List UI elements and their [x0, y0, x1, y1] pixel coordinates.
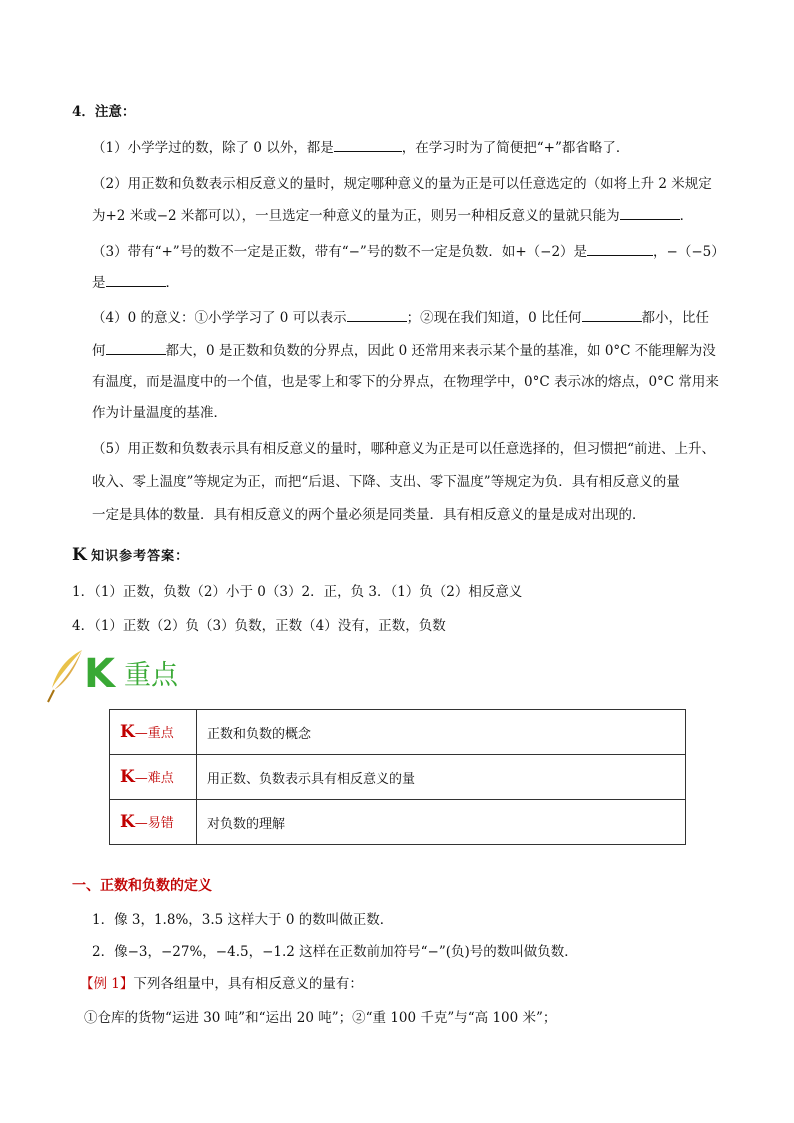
- note-item-4-line-4: 作为计量温度的基准．: [92, 405, 227, 421]
- key-point-label-text: —难点: [134, 771, 174, 786]
- answers-heading-text: 知识参考答案：: [91, 549, 190, 564]
- k-mark: K: [120, 722, 135, 742]
- key-point-label: [110, 800, 197, 845]
- note-item-2-text-a: 为+2 米或−2 米都可以），一旦选定一种意义的量为正，则另一种相反意义的量就只能为: [92, 208, 620, 224]
- note-item-4-line-1: [92, 307, 709, 328]
- note-item-2-line-2: [92, 205, 693, 226]
- note-item-4-text-b: ；②现在我们知道，0 比任何: [406, 310, 582, 326]
- answer-blank[interactable]: [334, 137, 402, 152]
- key-point-value: 用正数、负数表示具有相反意义的量: [197, 755, 686, 800]
- note-item-4-line-2: [92, 340, 716, 361]
- example-1: [80, 974, 363, 994]
- k-mark: K: [120, 812, 135, 832]
- note-item-4-text-a: （4）0 的意义：①小学学习了 0 可以表示: [92, 310, 347, 326]
- section-title: 一、正数和负数的定义: [72, 878, 212, 894]
- note-item-3-line-1: [92, 241, 725, 262]
- key-points-logo: [44, 648, 194, 704]
- note-item-2-line-1: （2）用正数和负数表示相反意义的量时，规定哪种意义的量为正是可以任意选定的（如将上升 2 米规定: [92, 176, 712, 192]
- note-item-5-line-2: 收入、零上温度”等规定为正，而把“后退、下降、支出、零下温度”等规定为负．具有相反意义的量: [92, 474, 680, 490]
- key-point-value: 正数和负数的概念: [197, 710, 686, 755]
- note-item-2-text-b: ．: [679, 208, 694, 224]
- answer-blank[interactable]: [106, 272, 166, 287]
- note-item-4-line-3: 有温度，而是温度中的一个值，也是零上和零下的分界点，在物理学中，0°C 表示冰的熔点，0°C 常用来: [92, 374, 719, 390]
- key-point-label: [110, 710, 197, 755]
- section-paragraph-1: 1．像 3，1.8%，3.5 这样大于 0 的数叫做正数．: [92, 912, 394, 928]
- note-item-4-text-d: 何: [92, 343, 106, 359]
- example-text: 下列各组量中，具有相反意义的量有：: [133, 976, 363, 992]
- table-row: [110, 755, 686, 800]
- note-item-3-text-c: 是: [92, 275, 106, 291]
- answers-heading: [72, 545, 189, 567]
- answer-blank[interactable]: [106, 340, 166, 355]
- key-point-label-text: —重点: [134, 726, 174, 741]
- answer-blank[interactable]: [582, 307, 642, 322]
- logo-k: K: [84, 651, 115, 697]
- k-mark: K: [120, 767, 135, 787]
- key-point-value: 对负数的理解: [197, 800, 686, 845]
- note-item-1: [92, 137, 629, 158]
- table-row: [110, 800, 686, 845]
- note-item-5-line-3: 一定是具体的数量．具有相反意义的两个量必须是同类量．具有相反意义的量是成对出现的．: [92, 507, 646, 523]
- note-item-5-line-1: （5）用正数和负数表示具有相反意义的量时，哪种意义为正是可以任意选择的，但习惯把“前进、上升、: [92, 441, 715, 457]
- answer-blank[interactable]: [620, 205, 680, 220]
- note-item-4-text-e: 都大，0 是正数和负数的分界点，因此 0 还常用来表示某个量的基准，如 0°C 不能理解为没: [165, 343, 716, 359]
- note-item-4-text-c: 都小，比任: [641, 310, 710, 326]
- key-points-table: [109, 709, 686, 845]
- note-item-3-text-d: ．: [165, 275, 179, 291]
- note-item-3-text-b: ，−（−5）: [653, 244, 725, 260]
- example-item: ①仓库的货物“运进 30 吨”和“运出 20 吨”；②“重 100 千克”与“高 100 米”；: [84, 1010, 557, 1026]
- table-row: [110, 710, 686, 755]
- note-item-1-text-a: （1）小学学过的数，除了 0 以外，都是: [92, 140, 334, 156]
- note-item-3-line-2: [92, 272, 179, 293]
- note-item-3-text-a: （3）带有“+”号的数不一定是正数，带有“−”号的数不一定是负数．如+（−2）是: [92, 244, 588, 260]
- answers-line-1: 1．（1）正数，负数（2）小于 0（3）2．正，负 3．（1）负（2）相反意义: [72, 584, 523, 600]
- example-tag: 【例 1】: [80, 976, 134, 992]
- section-paragraph-2: 2．像−3，−27%，−4.5，−1.2 这样在正数前加符号“−”(负)号的数叫做负数．: [92, 944, 578, 960]
- key-point-label: [110, 755, 197, 800]
- note-item-1-text-b: ，在学习时为了简便把“+”都省略了．: [401, 140, 630, 156]
- k-mark: K: [72, 545, 87, 565]
- answer-blank[interactable]: [347, 307, 407, 322]
- feather-quill-icon: [44, 648, 88, 704]
- logo-title: 重点: [124, 660, 178, 691]
- answer-blank[interactable]: [587, 241, 653, 256]
- note-heading: 4．注意：: [72, 104, 136, 120]
- answers-line-2: 4．（1）正数（2）负（3）负数，正数（4）没有，正数，负数: [72, 618, 446, 634]
- key-point-label-text: —易错: [134, 816, 174, 831]
